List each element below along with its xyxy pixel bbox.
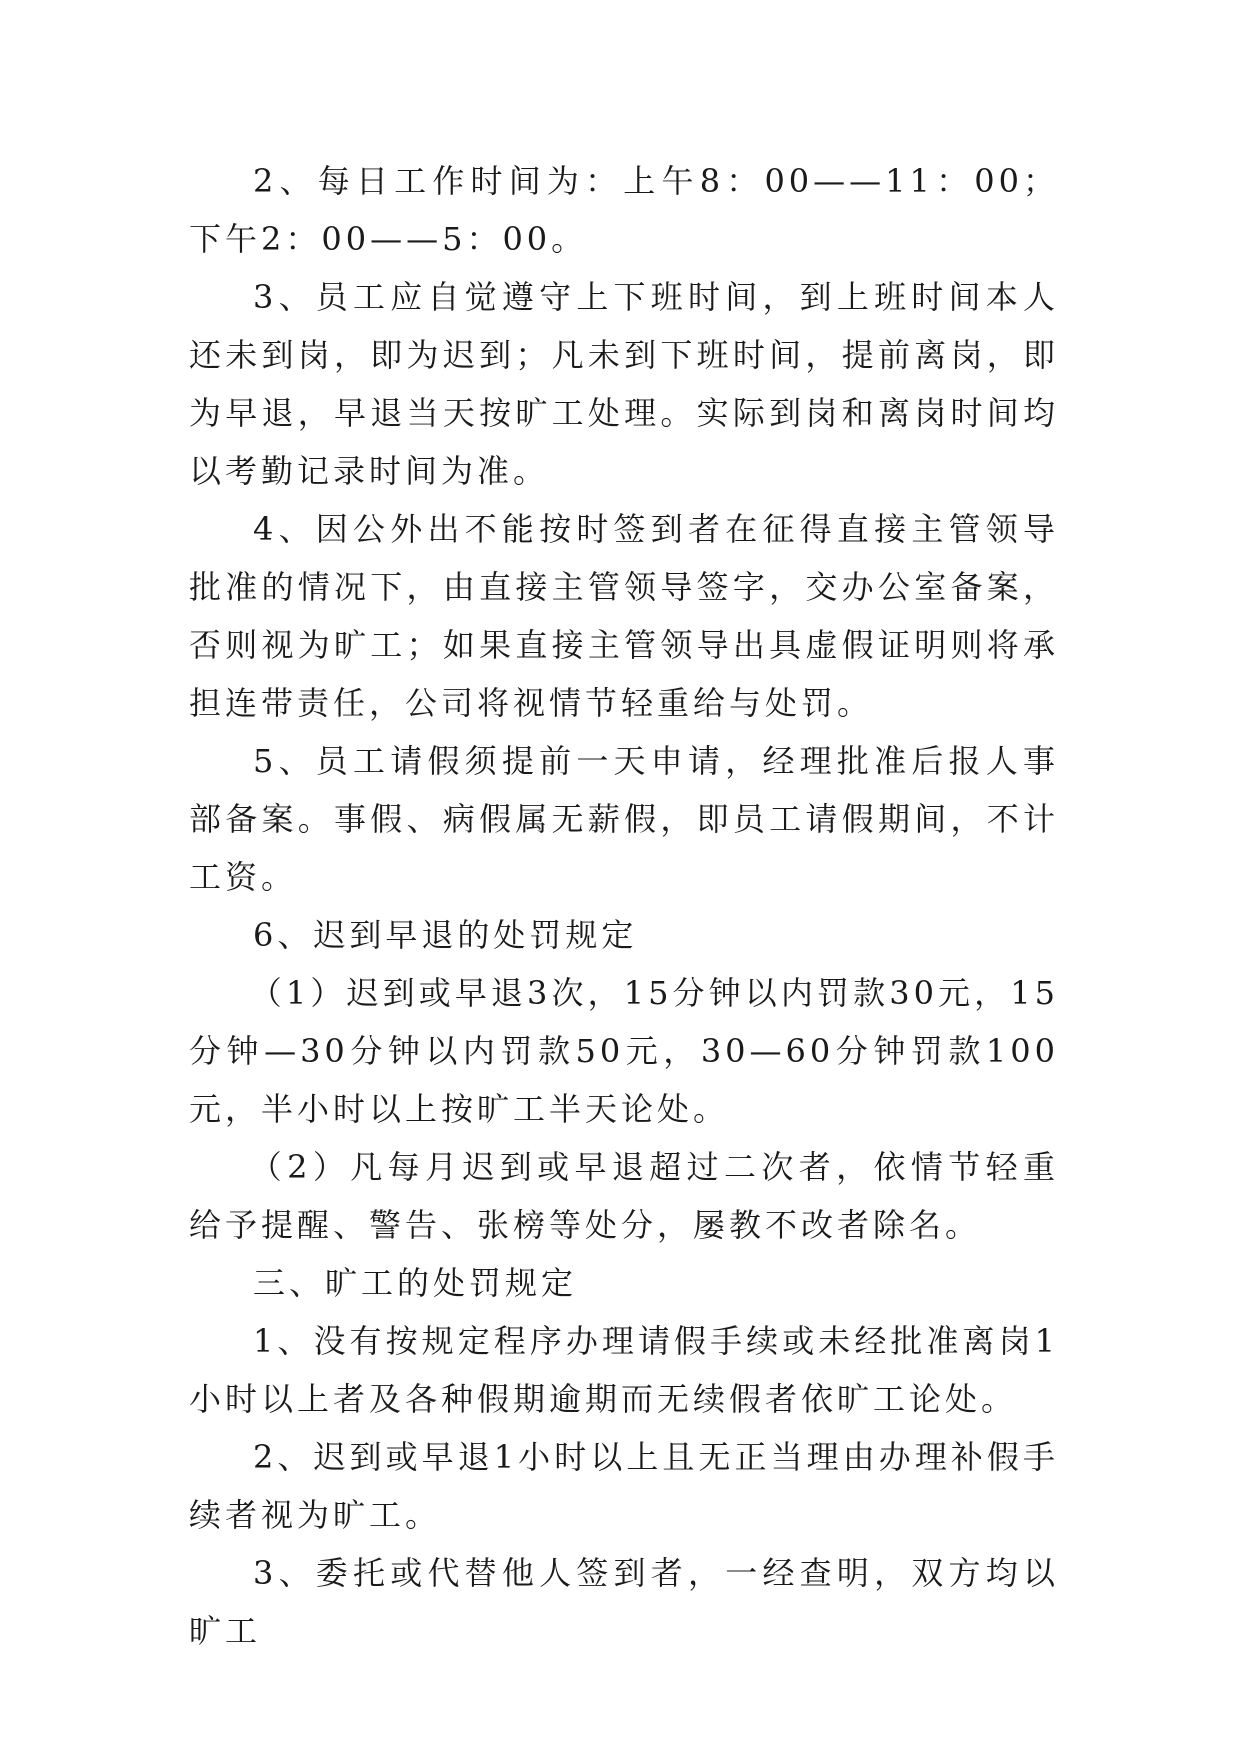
paragraph-leave-request: 5、员工请假须提前一天申请，经理批准后报人事部备案。事假、病假属无薪假，即员工请假期间，不计工资。 (189, 742, 1059, 896)
paragraph-business-trip: 4、因公外出不能按时签到者在征得直接主管领导批准的情况下，由直接主管领导签字，交办公室备案，否则视为旷工；如果直接主管领导出具虚假证明则将承担连带责任，公司将视情节轻重给与处罚。 (189, 510, 1059, 722)
paragraph-absenteeism-1: 1、没有按规定程序办理请假手续或未经批准离岗1小时以上者及各种假期逾期而无续假者依旷工论处。 (189, 1322, 1059, 1418)
paragraph-absenteeism-3: 3、委托或代替他人签到者，一经查明，双方均以旷工 (189, 1554, 1059, 1650)
paragraph-work-hours: 2、每日工作时间为：上午8：00——11：00；下午2：00——5：00。 (189, 162, 1059, 258)
paragraph-absenteeism-2: 2、迟到或早退1小时以上且无正当理由办理补假手续者视为旷工。 (189, 1438, 1059, 1534)
section-heading-absenteeism: 三、旷工的处罚规定 (253, 1264, 578, 1302)
paragraph-late-early: 3、员工应自觉遵守上下班时间，到上班时间本人还未到岗，即为迟到；凡未到下班时间，提前离岗，即为早退，早退当天按旷工处理。实际到岗和离岗时间均以考勤记录时间为准。 (189, 278, 1059, 490)
paragraph-penalty-item-1: （1）迟到或早退3次，15分钟以内罚款30元，15分钟—30分钟以内罚款50元，30—60分钟罚款100元，半小时以上按旷工半天论处。 (189, 974, 1059, 1128)
paragraph-penalty-heading: 6、迟到早退的处罚规定 (253, 916, 638, 954)
document-body (189, 152, 1059, 1660)
paragraph-penalty-item-2: （2）凡每月迟到或早退超过二次者，依情节轻重给予提醒、警告、张榜等处分，屡教不改者除名。 (189, 1148, 1059, 1244)
